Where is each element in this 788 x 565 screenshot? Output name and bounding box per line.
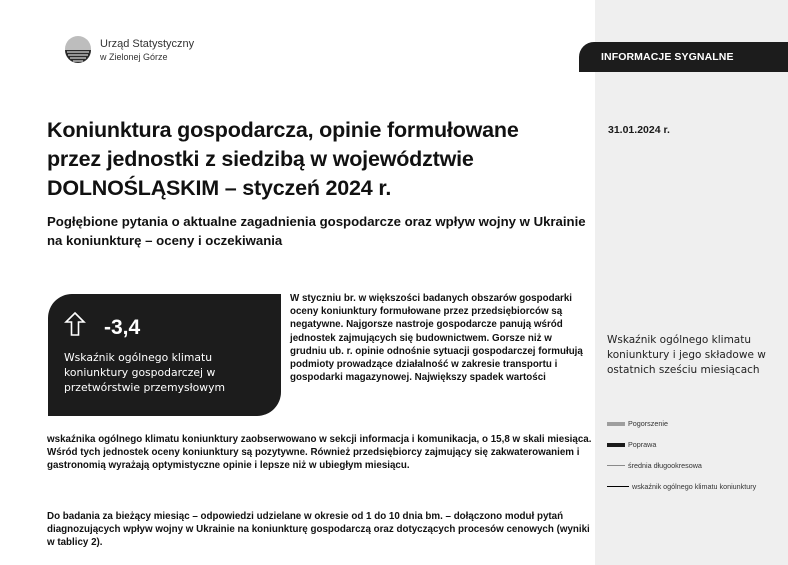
legend-label: Poprawa	[628, 440, 657, 449]
logo-line-1: Urząd Statystyczny	[100, 38, 195, 50]
section-badge: INFORMACJE SYGNALNE	[579, 42, 788, 72]
chart-legend	[607, 413, 787, 497]
legend-swatch-line	[607, 465, 625, 467]
legend-item-worsening	[607, 413, 787, 434]
legend-item-improvement	[607, 434, 787, 455]
kpi-value: -3,4	[104, 316, 141, 339]
sidebar-caption: Wskaźnik ogólnego klimatu koniunktury i jego składowe w ostatnich sześciu miesiącach	[607, 334, 766, 376]
page-subtitle: Pogłębione pytania o aktualne zagadnienia gospodarcze oraz wpływ wojny w Ukrainie na koniunkturę – oceny i oczekiwania	[47, 214, 586, 248]
legend-swatch-bar	[607, 422, 625, 426]
legend-item-climate-indicator	[607, 476, 787, 497]
page-title: Koniunktura gospodarcza, opinie formułowane przez jednostki z siedzibą w województwie DOLNOŚLĄSKIM – styczeń 2024 r.	[47, 118, 519, 200]
lead-paragraph: W styczniu br. w większości badanych obszarów gospodarki oceny koniunktury formułowane przez przedsiębiorców są negatywne. Najgorsze nastroje gospodarcze panują wśród jednostek zajmujących się budownictwem. Gorsze niż w grudniu ub. r. opinie odnośnie sytuacji gospodarczej formułują podmioty prowadzące działalność w zakresie transportu i gospodarki magazynowej. Największy spadek wartości	[290, 293, 583, 384]
legend-swatch-bar	[607, 443, 625, 447]
survey-note-paragraph: Do badania za bieżący miesiąc – odpowiedzi udzielane w okresie od 1 do 10 dnia bm. – dołączono moduł pytań diagnozujących wpływ wojny w Ukrainie na koniunkturę gospodarczą oraz dotyczących procesów cenowych (wyniki w tablicy 2).	[47, 511, 590, 549]
legend-item-long-term-average	[607, 455, 787, 476]
legend-swatch-line	[607, 486, 629, 488]
legend-label: Pogorszenie	[628, 419, 668, 428]
legend-label: wskaźnik ogólnego klimatu koniunktury	[632, 482, 757, 491]
lead-paragraph-continued: wskaźnika ogólnego klimatu koniunktury zaobserwowano w sekcji informacja i komunikacja, o 15,8 w skali miesiąca. Wśród tych jednostek oceny koniunktury są pozytywne. Również przedsiębiorcy zajmujący się zakwaterowaniem i gastronomią wyrażają optymistyczne opinie i lepsze niż w ubiegłym miesiącu.	[47, 434, 592, 472]
kpi-label: Wskaźnik ogólnego klimatu koniunktury gospodarczej w przetwórstwie przemysłowym	[64, 351, 226, 394]
legend-label: średnia długookresowa	[628, 461, 702, 470]
publication-date: 31.01.2024 r.	[608, 124, 670, 136]
kpi-card	[48, 294, 281, 416]
arrow-up-icon	[64, 311, 86, 341]
institution-logo[interactable]	[63, 33, 194, 69]
logo-emblem-icon	[63, 33, 93, 69]
logo-line-2: w Zielonej Górze	[100, 52, 168, 62]
